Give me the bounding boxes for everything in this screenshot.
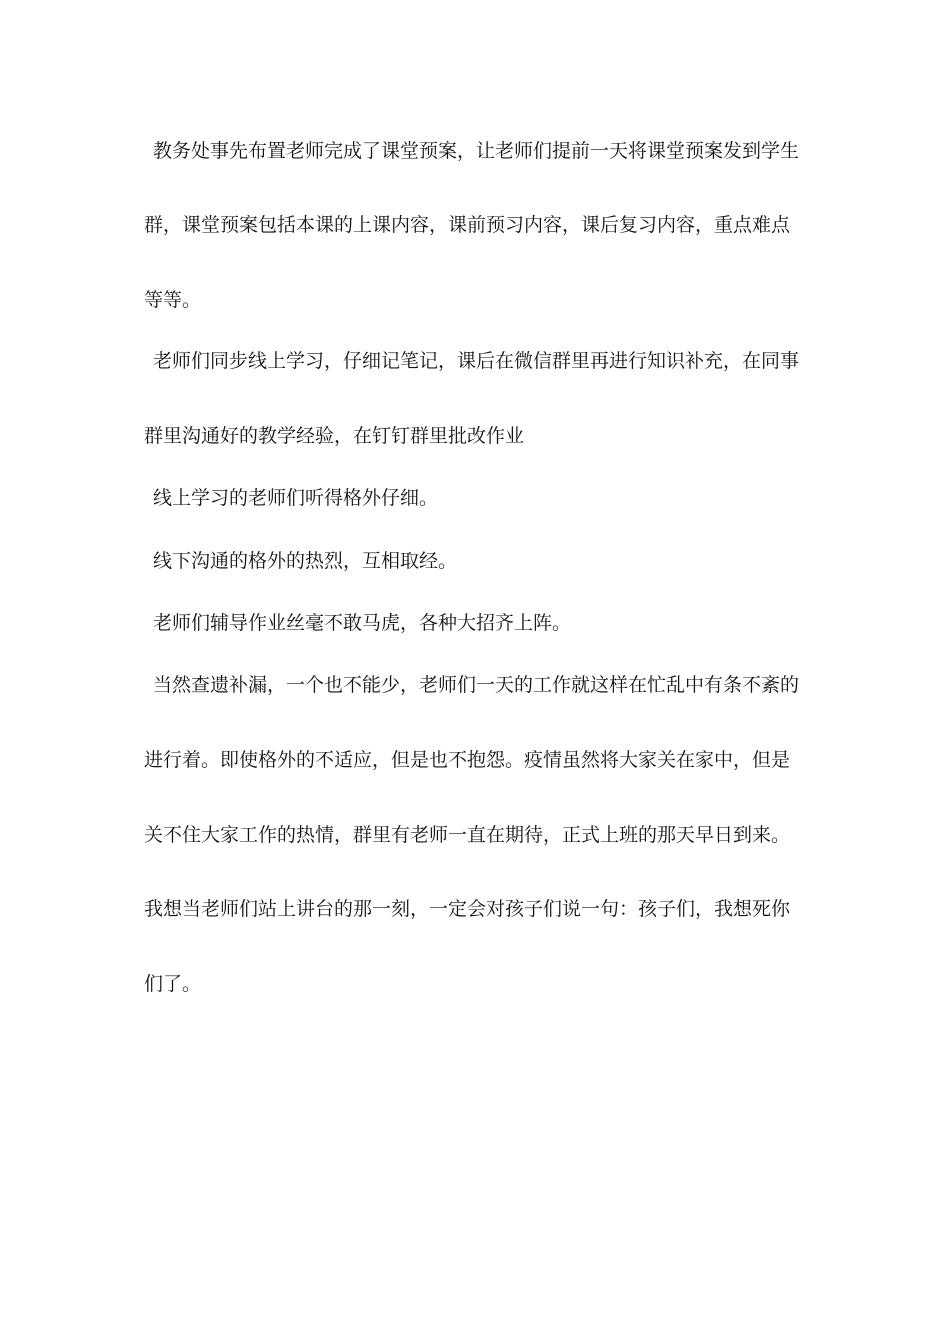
paragraph-3: 线上学习的老师们听得格外仔细。 <box>153 487 439 509</box>
paragraph-1-line-2: 群，课堂预案包括本课的上课内容，课前预习内容，课后复习内容，重点难点 <box>144 214 791 236</box>
paragraph-5: 老师们辅导作业丝毫不敢马虎，各种大招齐上阵。 <box>153 612 572 634</box>
paragraph-6-line-2: 进行着。即使格外的不适应，但是也不抱怨。疫情虽然将大家关在家中，但是 <box>144 749 791 771</box>
paragraph-2-line-1: 老师们同步线上学习，仔细记笔记，课后在微信群里再进行知识补充，在同事 <box>153 350 800 372</box>
paragraph-6-line-3: 关不住大家工作的热情，群里有老师一直在期待，正式上班的那天早日到来。 <box>144 824 791 846</box>
paragraph-7-line-2: 们了。 <box>144 973 202 995</box>
paragraph-4: 线下沟通的格外的热烈，互相取经。 <box>153 550 458 572</box>
paragraph-2-line-2: 群里沟通好的教学经验，在钉钉群里批改作业 <box>144 425 525 447</box>
paragraph-7-line-1: 我想当老师们站上讲台的那一刻，一定会对孩子们说一句：孩子们，我想死你 <box>144 898 791 920</box>
paragraph-1-line-1: 教务处事先布置老师完成了课堂预案，让老师们提前一天将课堂预案发到学生 <box>153 140 800 162</box>
paragraph-1-line-3: 等等。 <box>144 289 202 311</box>
paragraph-6-line-1: 当然查遗补漏，一个也不能少，老师们一天的工作就这样在忙乱中有条不紊的 <box>153 674 800 696</box>
